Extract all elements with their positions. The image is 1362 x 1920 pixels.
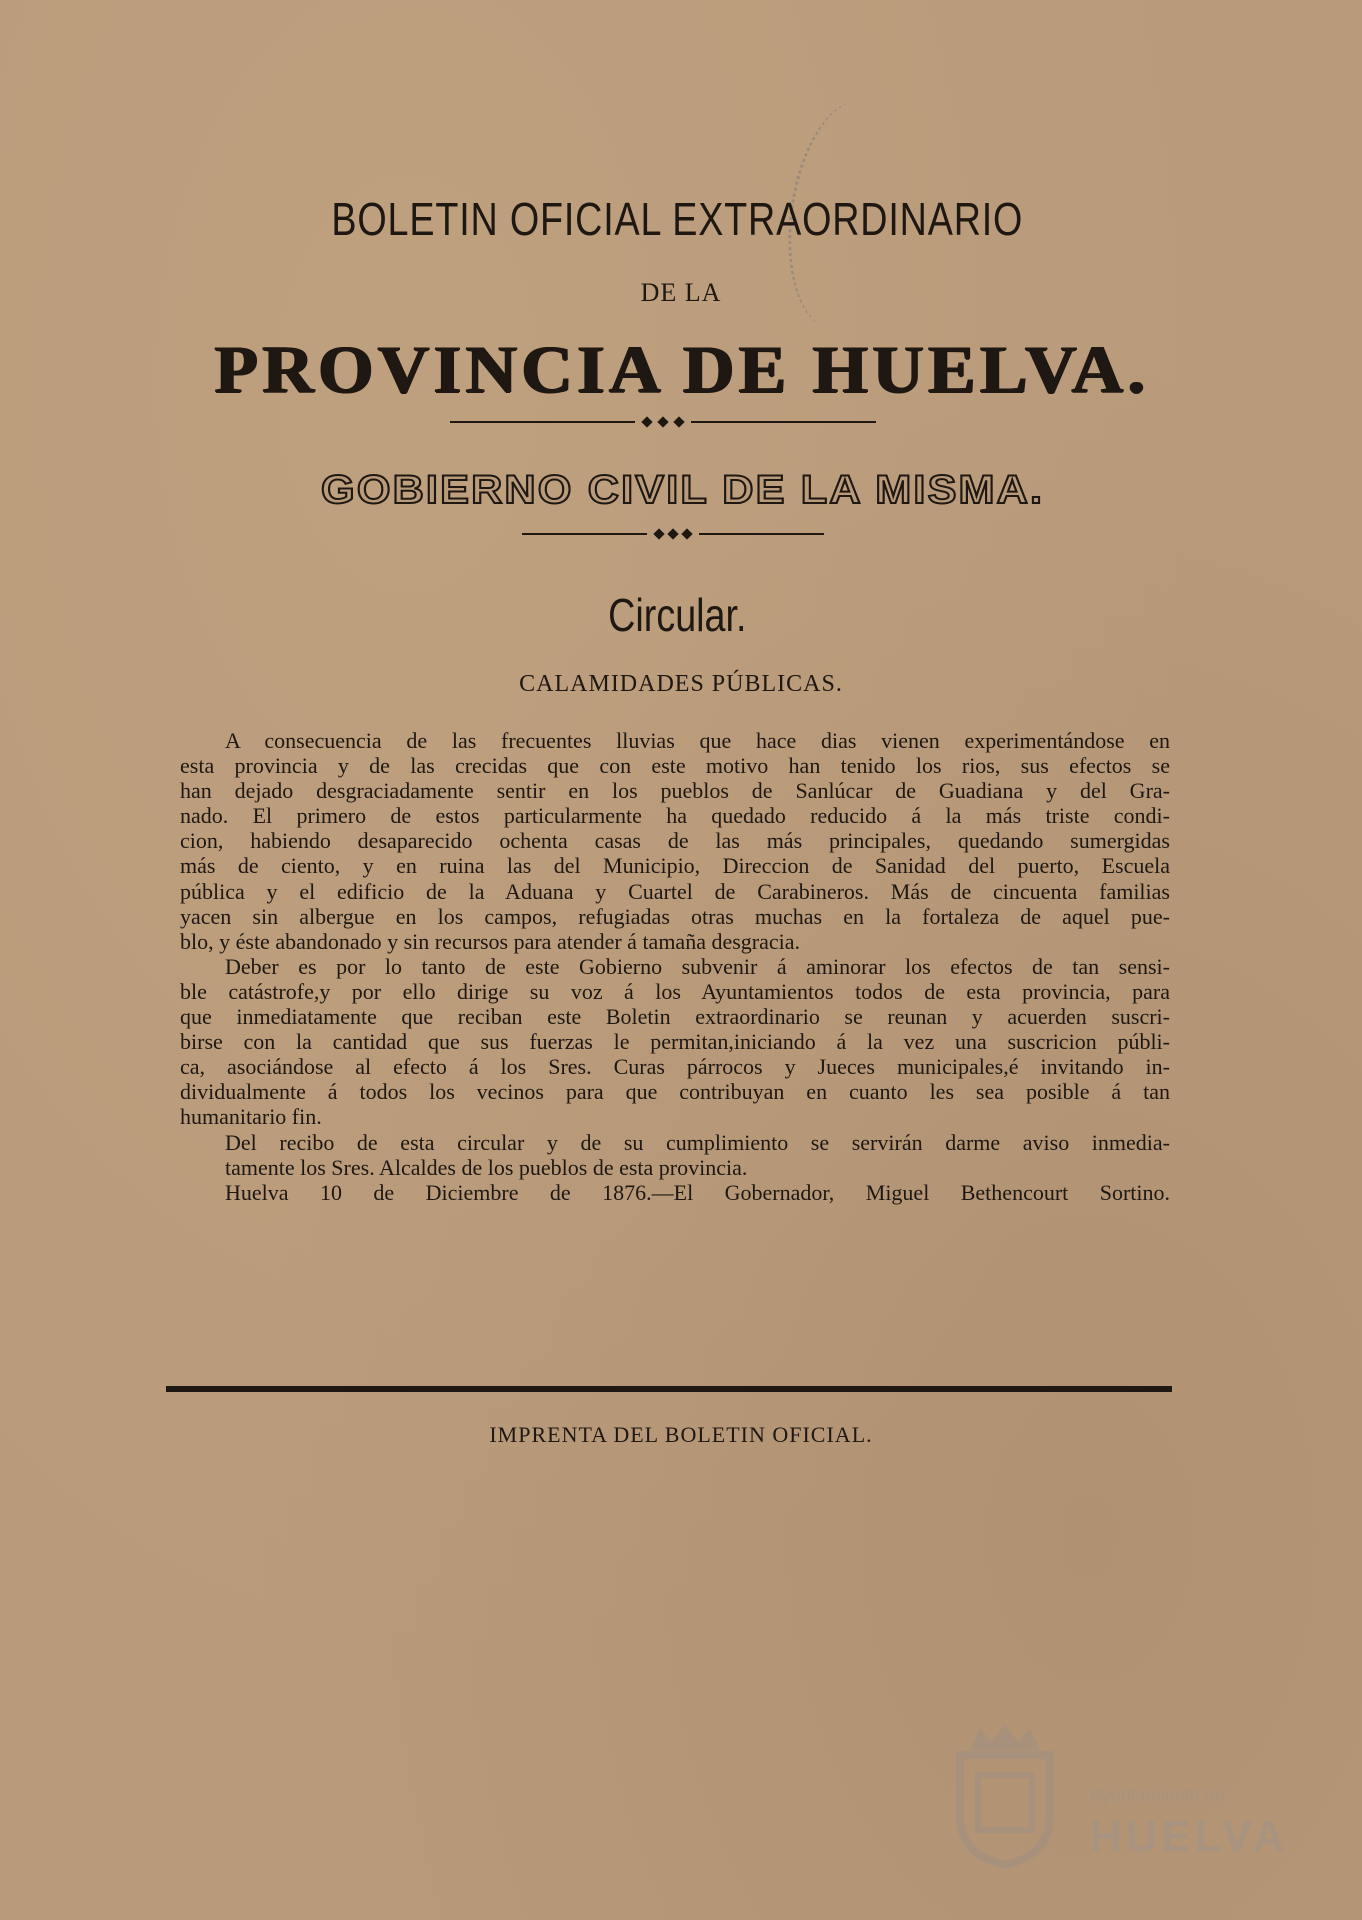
- body-line: que inmediatamente que reciban este Boletin extraordinario se reunan y acuerden suscri-: [180, 1004, 1170, 1030]
- body-line: ble catástrofe,y por ello dirige su voz á los Ayuntamientos todos de esta provincia, para: [180, 978, 1170, 1004]
- bulletin-title: BOLETIN OFICIAL EXTRAORDINARIO: [331, 193, 1024, 245]
- body-line: blo, y éste abandonado y sin recursos para atender á tamaña desgracia.: [180, 928, 801, 954]
- footer-rule: [166, 1386, 1172, 1392]
- civil-government-heading: GOBIERNO CIVIL DE LA MISMA.: [321, 468, 1045, 512]
- body-line: birse con la cantidad que sus fuerzas le permitan,iniciando á la vez una suscricion públi-: [180, 1029, 1170, 1055]
- watermark-line2: HUELVA: [1090, 1812, 1289, 1861]
- watermark-line1: Ayuntamiento de: [1090, 1785, 1225, 1805]
- circular-title: Circular.: [608, 589, 747, 641]
- municipal-watermark: [1090, 1785, 1288, 1862]
- body-line: esta provincia y de las crecidas que con este motivo han tenido los rios, sus efectos se: [180, 753, 1170, 779]
- body-line: dividualmente á todos los vecinos para que contribuyan en cuanto les sea posible á tan: [180, 1079, 1170, 1105]
- body-line: Deber es por lo tanto de este Gobierno subvenir á aminorar los efectos de tan sensi-: [225, 953, 1170, 979]
- ornamental-divider: [522, 529, 824, 539]
- body-line: más de ciento, y en ruina las del Municipio, Direccion de Sanidad del puerto, Escuela: [180, 853, 1170, 879]
- body-line: A consecuencia de las frecuentes lluvias que hace dias vienen experimentándose en: [225, 728, 1170, 753]
- body-line: humanitario fin.: [180, 1104, 322, 1130]
- bulletin-title-connector: DE LA: [640, 278, 722, 307]
- body-line: nado. El primero de estos particularmente ha quedado reducido á la más triste condi-: [180, 803, 1170, 829]
- province-title: PROVINCIA DE HUELVA.: [214, 331, 1150, 407]
- body-line: yacen sin albergue en los campos, refugiadas otras muchas en la fortaleza de aquel pue-: [180, 903, 1170, 929]
- body-line: han dejado desgraciadamente sentir en los pueblos de Sanlúcar de Guadiana y del Gra-: [180, 778, 1170, 804]
- signature-line: Huelva 10 de Diciembre de 1876.—El Gobernador, Miguel Bethencourt Sortino.: [225, 1179, 1170, 1205]
- body-line: pública y el edificio de la Aduana y Cuartel de Carabineros. Más de cincuenta familias: [180, 878, 1170, 904]
- ornamental-divider: [450, 417, 876, 427]
- body-line: cion, habiendo desaparecido ochenta casas de las más principales, quedando sumergidas: [180, 828, 1170, 854]
- body-line: ca, asociándose al efecto á los Sres. Curas párrocos y Jueces municipales,é invitando in-: [180, 1054, 1170, 1080]
- body-line: Del recibo de esta circular y de su cumplimiento se servirán darme aviso inmedia-: [225, 1129, 1170, 1155]
- body-line: tamente los Sres. Alcaldes de los pueblos de esta provincia.: [225, 1154, 748, 1180]
- circular-subtitle: CALAMIDADES PÚBLICAS.: [519, 671, 843, 697]
- circular-body: [180, 728, 1170, 1205]
- printer-imprint: IMPRENTA DEL BOLETIN OFICIAL.: [489, 1422, 873, 1447]
- coat-of-arms-icon: [940, 1720, 1070, 1870]
